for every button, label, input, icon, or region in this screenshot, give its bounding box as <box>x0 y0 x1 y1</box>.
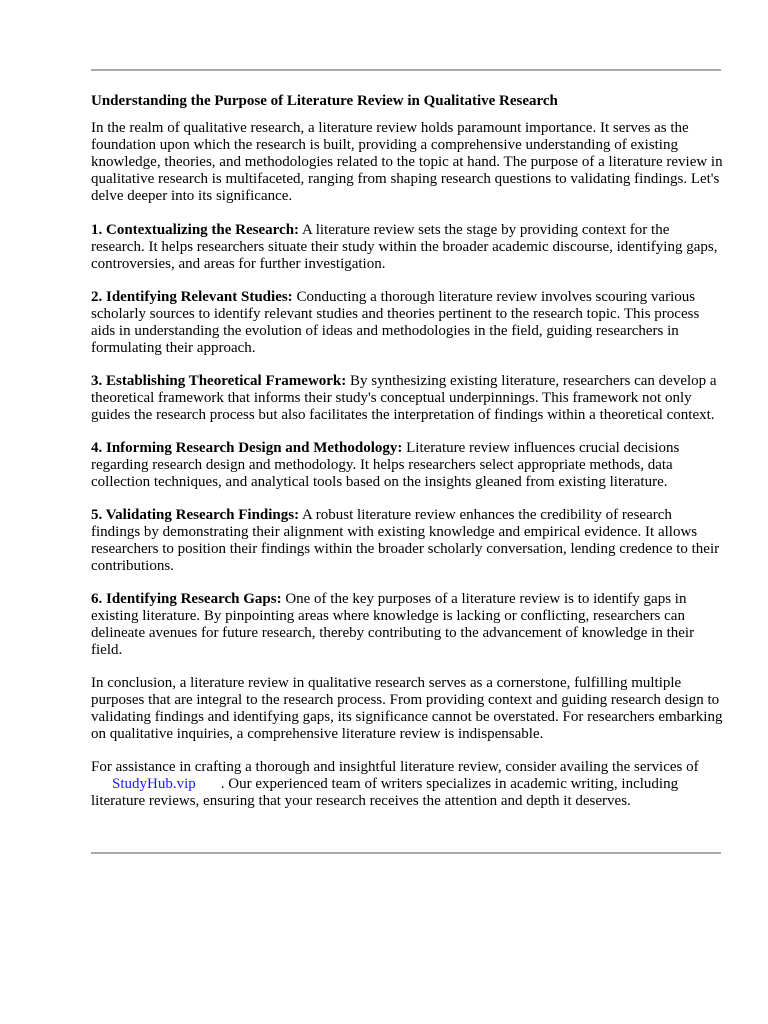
top-divider <box>91 69 721 71</box>
point-text: A literature review sets the stage by providing context for the research. It helps researchers situate their study within the broader academic discourse, identifying gaps, controversies, and areas for further investigation. <box>91 222 718 272</box>
cta-text-after: . Our experienced team of writers specializes in academic writing, including literature reviews, ensuring that your research receives the attention and depth it deserves. <box>91 776 679 809</box>
point-relevant-studies <box>91 289 723 357</box>
point-heading: 6. Identifying Research Gaps: <box>91 591 282 607</box>
point-text: Literature review influences crucial decisions regarding research design and methodology. It helps researchers select appropriate methods, data collection techniques, and analytical tools based on the insights gleaned from existing literature. <box>91 440 680 490</box>
point-heading: 4. Informing Research Design and Methodology: <box>91 440 403 456</box>
point-heading: 1. Contextualizing the Research: <box>91 222 300 238</box>
conclusion-paragraph: In conclusion, a literature review in qualitative research serves as a cornerstone, fulfilling multiple purposes that are integral to the research process. From providing context and guiding research design to validating findings and identifying gaps, its significance cannot be overstated. For researchers embarking on qualitative inquiries, a comprehensive literature review is indispensable. <box>91 675 723 742</box>
point-theoretical-framework <box>91 373 723 424</box>
intro-paragraph: In the realm of qualitative research, a literature review holds paramount importance. It serves as the foundation upon which the research is built, providing a comprehensive understanding of existing knowledge, theories, and methodologies related to the topic at hand. The purpose of a literature review in qualitative research is multifaceted, ranging from shaping research questions to validating findings. Let's delve deeper into its significance. <box>91 120 723 204</box>
point-text: One of the key purposes of a literature review is to identify gaps in existing literature. By pinpointing areas where knowledge is lacking or conflicting, researchers can delineate avenues for future research, thereby contributing to the advancement of knowledge in their field. <box>91 591 695 658</box>
point-research-gaps <box>91 591 723 659</box>
point-text: A robust literature review enhances the credibility of research findings by demonstrating their alignment with existing knowledge and empirical evidence. It allows researchers to position their findings within the broader scholarly conversation, lending credence to their contributions. <box>91 507 720 574</box>
point-validating-findings <box>91 507 723 575</box>
document-title: Understanding the Purpose of Literature Review in Qualitative Research <box>91 93 558 109</box>
bottom-divider <box>91 852 721 854</box>
point-research-design <box>91 440 723 491</box>
cta-paragraph <box>91 759 723 810</box>
point-heading: 3. Establishing Theoretical Framework: <box>91 373 347 389</box>
cta-text-before: For assistance in crafting a thorough and insightful literature review, consider availing the services of <box>91 759 699 775</box>
point-heading: 5. Validating Research Findings: <box>91 507 300 523</box>
point-contextualizing <box>91 222 723 273</box>
point-text: By synthesizing existing literature, researchers can develop a theoretical framework that informs their study's conceptual underpinnings. This framework not only guides the research process but also facilitates the interpretation of findings within a theoretical context. <box>91 373 717 423</box>
point-heading: 2. Identifying Relevant Studies: <box>91 289 293 305</box>
studyhub-link[interactable]: StudyHub.vip <box>112 776 196 792</box>
document-body <box>91 92 723 826</box>
point-text: Conducting a thorough literature review involves scouring various scholarly sources to identify relevant studies and theories pertinent to the research topic. This process aids in understanding the evolution of ideas and methodologies in the field, guiding researchers in formulating their approach. <box>91 289 700 356</box>
